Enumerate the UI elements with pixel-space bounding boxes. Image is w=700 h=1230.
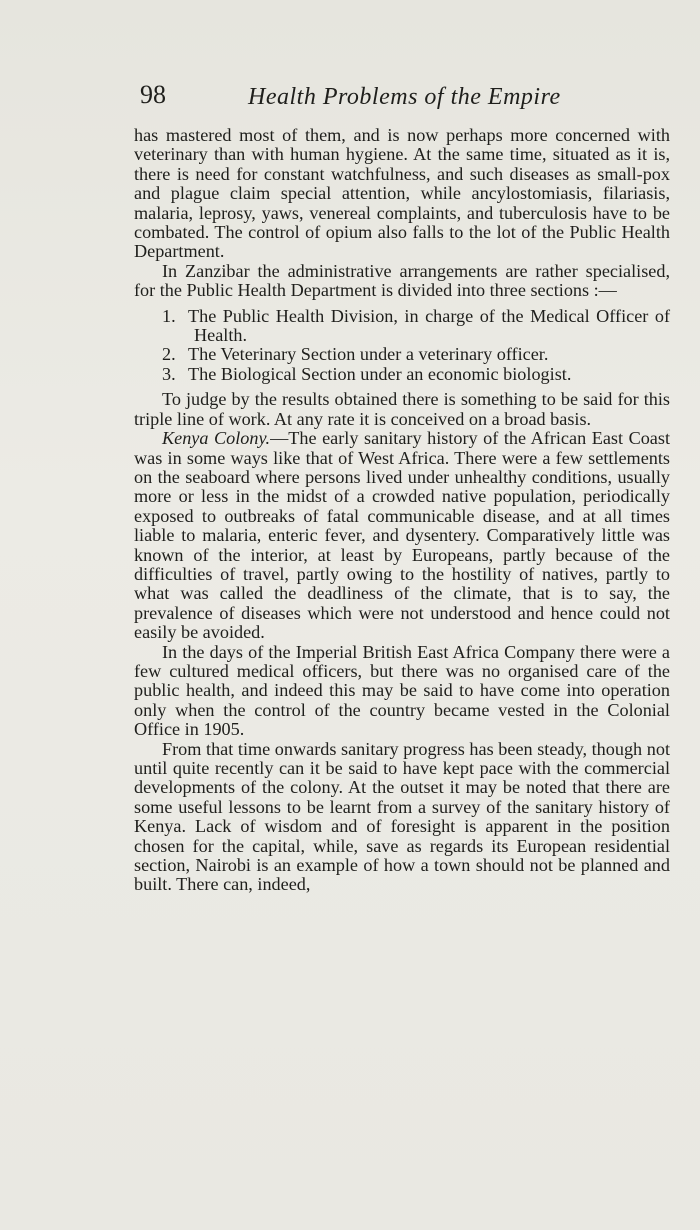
paragraph-ibea-company: In the days of the Imperial British East Africa Company there were a few cultured medical officers, but there was no organised care of the public health, and indeed this may be said to have come into operation only when the control of the country became vested in the Colonial Office in 1905. <box>134 641 670 740</box>
page-body <box>134 126 670 895</box>
list-item-number: 1. <box>162 305 176 326</box>
sections-list <box>134 307 670 385</box>
page-number: 98 <box>140 80 166 109</box>
list-item-number: 2. <box>162 344 176 365</box>
list-item <box>134 345 670 364</box>
running-title: Health Problems of the Empire <box>248 84 561 110</box>
paragraph-zanzibar: In Zanzibar the administrative arrangements are rather specialised, for the Public Health Department is divided into three sections :— <box>134 260 670 301</box>
paragraph-continuation: has mastered most of them, and is now perhaps more concerned with veterinary than with human hygiene. At the same time, situated as it is, there is need for constant watchfulness, and such diseases as small-pox and plague claim special attention, while ancylostomiasis, filariasis, malaria, leprosy, yaws, venereal complaints, and tuberculosis have to be combated. The control of opium also falls to the lot of the Public Health Department. <box>134 125 670 262</box>
list-item <box>134 307 670 346</box>
list-item-number: 3. <box>162 363 176 384</box>
list-item-text: The Biological Section under an economic biologist. <box>188 363 572 384</box>
list-item <box>134 365 670 384</box>
list-item-text: The Public Health Division, in charge of the Medical Officer of Health. <box>188 305 670 346</box>
paragraph-kenya-colony <box>134 429 670 642</box>
list-item-text: The Veterinary Section under a veterinary officer. <box>188 344 549 365</box>
section-heading-kenya: Kenya Colony. <box>162 428 271 449</box>
paragraph-sanitary-progress: From that time onwards sanitary progress has been steady, though not until quite recently can it be said to have kept pace with the commercial developments of the colony. At the outset it may be noted that there are some useful lessons to be learnt from a survey of the sanitary history of Kenya. Lack of wisdom and of foresight is apparent in the position chosen for the capital, while, save as regards its European residential section, Nairobi is an example of how a town should not be planned and built. There can, indeed, <box>134 738 670 895</box>
page-header <box>140 80 580 120</box>
paragraph-triple-line: To judge by the results obtained there is something to be said for this triple line of work. At any rate it is conceived on a broad basis. <box>134 389 670 429</box>
paragraph-kenya-text: —The early sanitary history of the African East Coast was in some ways like that of West Africa. There were a few settlements on the seaboard where persons lived under unhealthy conditions, usually more or less in the midst of a crowded native population, periodically exposed to outbreaks of fatal communicable disease, and at all times liable to malaria, enteric fever, and dysentery. Comparatively little was known of the interior, at least by Europeans, partly because of the difficulties of travel, partly owing to the hostility of natives, partly to what was called the deadliness of the climate, that is to say, the prevalence of diseases which were not understood and hence could not easily be avoided. <box>134 428 670 643</box>
